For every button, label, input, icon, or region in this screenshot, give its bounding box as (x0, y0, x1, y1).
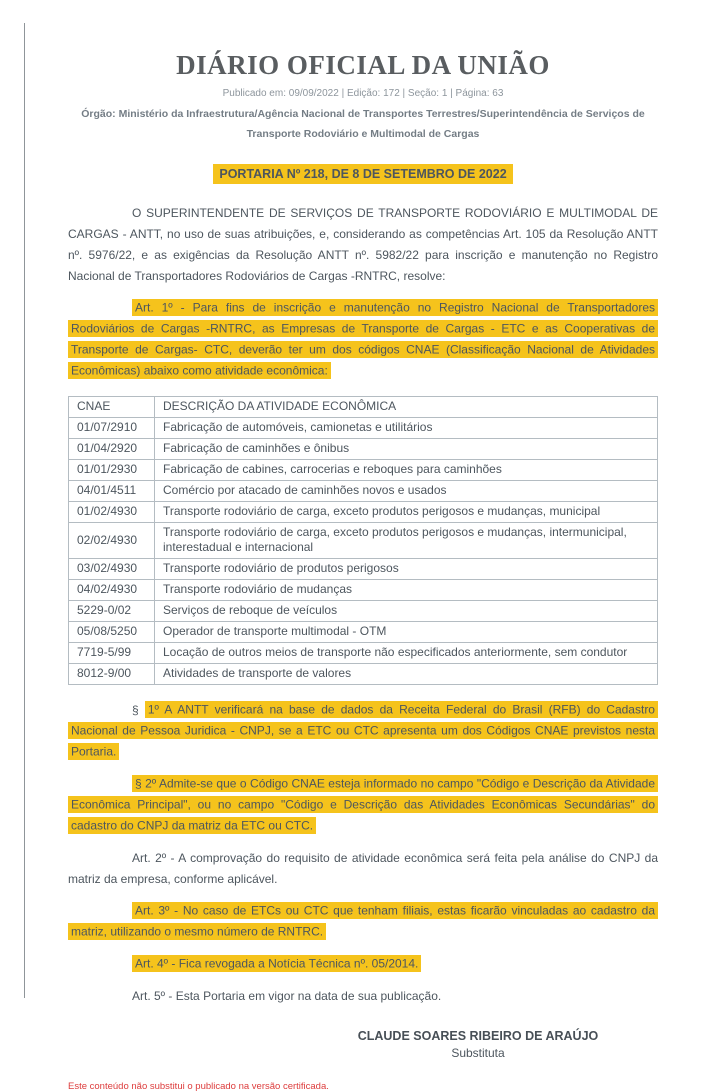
table-row (69, 663, 658, 684)
paragraphs-before-table (68, 203, 658, 382)
description-cell: Transporte rodoviário de carga, exceto produtos perigosos e mudanças, municipal (155, 501, 658, 522)
cnae-code-cell: 01/04/2920 (69, 438, 155, 459)
article-paragraph (68, 298, 658, 382)
gazette-title: DIÁRIO OFICIAL DA UNIÃO (176, 50, 550, 80)
table-row (69, 501, 658, 522)
cnae-code-cell: 5229-0/02 (69, 600, 155, 621)
organ-line: Órgão: Ministério da Infraestrutura/Agência Nacional de Transportes Terrestres/Superintendência de Serviços de Transporte Rodoviário e Multimodal de Cargas (81, 108, 645, 140)
cnae-code-cell: 01/07/2910 (69, 417, 155, 438)
table-row (69, 621, 658, 642)
description-cell: Comércio por atacado de caminhões novos e usados (155, 480, 658, 501)
cnae-code-cell: 04/01/4511 (69, 480, 155, 501)
table-row (69, 480, 658, 501)
cnae-code-cell: 8012-9/00 (69, 663, 155, 684)
paragraphs-after-table (68, 700, 658, 1007)
table-row (69, 459, 658, 480)
description-cell: Atividades de transporte de valores (155, 663, 658, 684)
cnae-code-cell: 7719-5/99 (69, 642, 155, 663)
portaria-heading (68, 167, 658, 181)
highlighted-text: § 2º Admite-se que o Código CNAE esteja informado no campo "Código e Descrição da Atividade Econômica Principal", ou no campo "Código e Descrição das Atividades Econômicas Secundárias" do cadastro do CNPJ da matriz da ETC ou CTC. (68, 775, 658, 834)
table-row (69, 600, 658, 621)
description-cell: Serviços de reboque de veículos (155, 600, 658, 621)
cnae-column-header: CNAE (69, 396, 155, 417)
cnae-code-cell: 05/08/5250 (69, 621, 155, 642)
signer-name: CLAUDE SOARES RIBEIRO DE ARAÚJO (357, 1028, 599, 1043)
article-paragraph (68, 774, 658, 837)
cnae-code-cell: 02/02/4930 (69, 522, 155, 558)
description-cell: Fabricação de caminhões e ônibus (155, 438, 658, 459)
article-paragraph: O SUPERINTENDENTE DE SERVIÇOS DE TRANSPORTE RODOVIÁRIO E MULTIMODAL DE CARGAS - ANTT, no uso de suas atribuições, e, considerando as competências Art. 105 da Resolução ANTT nº. 5976/22, e as exigências da Resolução ANTT nº. 5982/22 para inscrição e manutenção no Registro Nacional de Transportadores Rodoviários de Cargas -RNTRC, resolve: (68, 205, 658, 283)
table-row (69, 558, 658, 579)
highlighted-text: Art. 3º - No caso de ETCs ou CTC que tenham filiais, estas ficarão vinculadas ao cadastro da matriz, utilizando o mesmo número de RNTRC. (68, 902, 658, 940)
description-cell: Transporte rodoviário de produtos perigosos (155, 558, 658, 579)
highlighted-text: Art. 4º - Fica revogada a Notícia Técnica nº. 05/2014. (132, 955, 421, 972)
description-cell: Fabricação de cabines, carrocerias e reboques para caminhões (155, 459, 658, 480)
publication-meta: Publicado em: 09/09/2022 | Edição: 172 | Seção: 1 | Página: 63 (222, 88, 504, 99)
cnae-code-cell: 01/02/4930 (69, 501, 155, 522)
description-cell: Locação de outros meios de transporte não especificados anteriormente, sem condutor (155, 642, 658, 663)
cnae-code-cell: 04/02/4930 (69, 579, 155, 600)
table-header-row (69, 396, 658, 417)
table-row (69, 522, 658, 558)
signature-block (298, 1029, 658, 1060)
signer-role: Substituta (451, 1045, 505, 1060)
article-paragraph: Art. 2º - A comprovação do requisito de atividade econômica será feita pela análise do CNPJ da matriz da empresa, conforme aplicável. (68, 850, 658, 886)
description-cell: Operador de transporte multimodal - OTM (155, 621, 658, 642)
article-paragraph (68, 901, 658, 943)
description-cell: Transporte rodoviário de mudanças (155, 579, 658, 600)
article-paragraph: Art. 5º - Esta Portaria em vigor na data de sua publicação. (132, 988, 442, 1003)
certification-disclaimer: Este conteúdo não substitui o publicado na versão certificada. (68, 1080, 329, 1092)
description-column-header: DESCRIÇÃO DA ATIVIDADE ECONÔMICA (155, 396, 658, 417)
cnae-code-cell: 03/02/4930 (69, 558, 155, 579)
cnae-table (68, 396, 658, 685)
portaria-heading-highlight: PORTARIA Nº 218, DE 8 DE SETEMBRO DE 2022 (213, 164, 512, 184)
article-paragraph: § 1º A ANTT verificará na base de dados da Receita Federal do Brasil (RFB) do Cadastro Nacional de Pessoa Juridica - CNPJ, se a ETC ou CTC apresenta um dos Códigos CNAE previstos nesta Portaria. (68, 700, 658, 763)
description-cell: Fabricação de automóveis, camionetas e utilitários (155, 417, 658, 438)
highlighted-text: Art. 1º - Para fins de inscrição e manutenção no Registro Nacional de Transportadores Rodoviários de Cargas -RNTRC, as Empresas de Transporte de Cargas - ETC e as Cooperativas de Transporte de Cargas- CTC, deverão ter um dos códigos CNAE (Classificação Nacional de Atividades Econômicas) abaixo como atividade econômica: (68, 299, 658, 379)
document-header (68, 50, 658, 145)
table-row (69, 579, 658, 600)
highlighted-text: 1º A ANTT verificará na base de dados da Receita Federal do Brasil (RFB) do Cadastro Nacional de Pessoa Juridica - CNPJ, se a ETC ou CTC apresenta um dos Códigos CNAE previstos nesta Portaria. (68, 701, 658, 760)
description-cell: Transporte rodoviário de carga, exceto produtos perigosos e mudanças, intermunicipal, interestadual e internacional (155, 522, 658, 558)
cnae-code-cell: 01/01/2930 (69, 459, 155, 480)
table-row (69, 642, 658, 663)
article-paragraph (68, 954, 658, 975)
table-row (69, 417, 658, 438)
table-row (69, 438, 658, 459)
